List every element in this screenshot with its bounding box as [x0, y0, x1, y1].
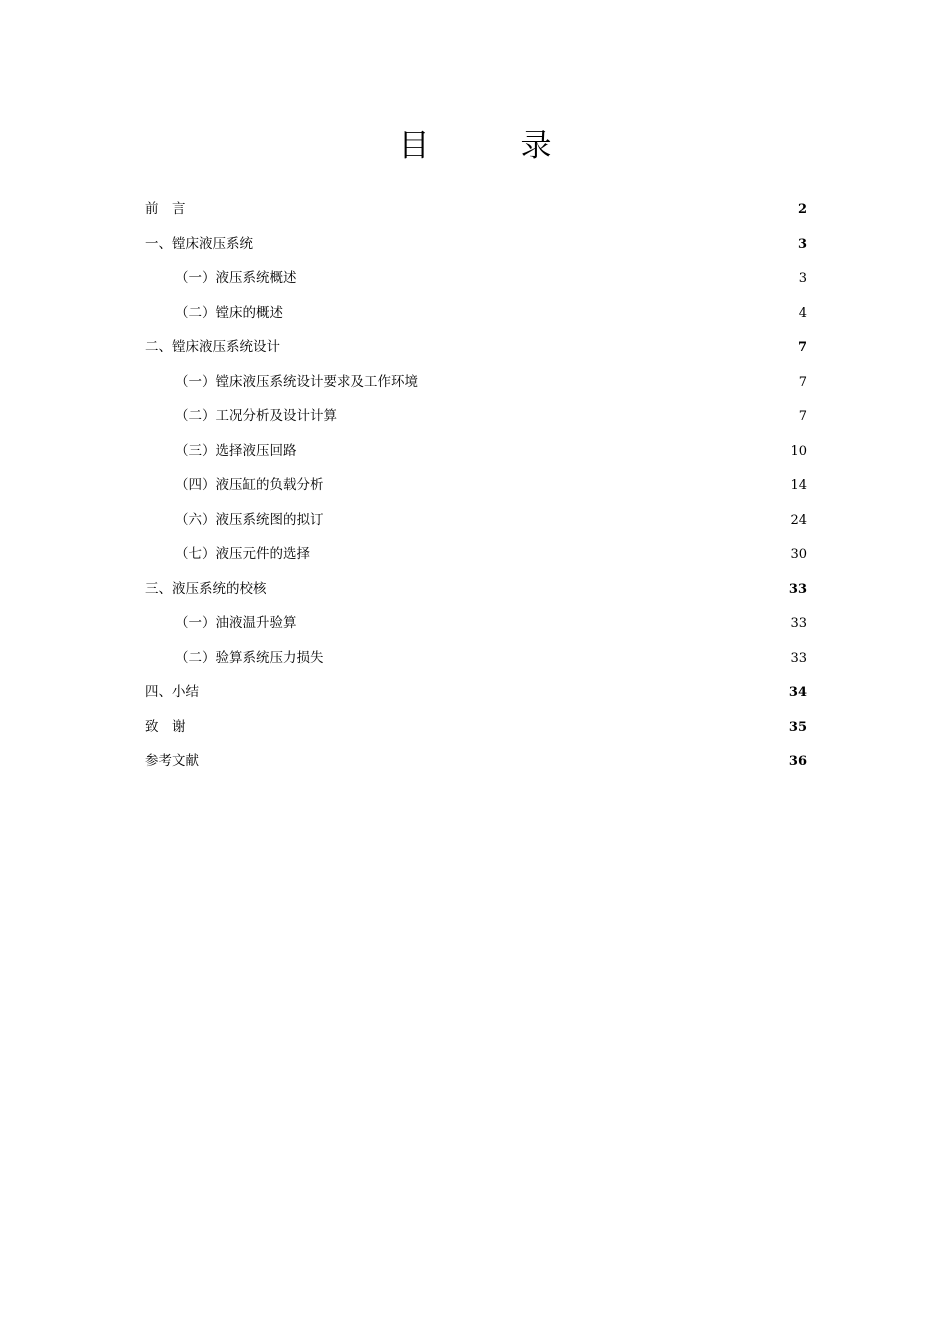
toc-page-number: 24 [790, 512, 807, 528]
dot-leader [325, 648, 790, 662]
toc-entry[interactable] [145, 365, 807, 400]
toc-entry-label: （二）验算系统压力损失 [175, 649, 324, 666]
toc-entry-label: （一）镗床液压系统设计要求及工作环境 [175, 373, 418, 390]
table-of-contents [145, 192, 807, 779]
toc-entry-label: （四）液压缸的负载分析 [175, 477, 324, 493]
toc-entry-label: （三）选择液压回路 [175, 442, 297, 459]
toc-entry-label: 一、镗床液压系统 [145, 235, 253, 252]
toc-entry-label: （六）液压系统图的拟订 [175, 511, 324, 528]
toc-entry[interactable] [145, 606, 807, 641]
toc-page-number: 14 [790, 478, 807, 493]
toc-entry[interactable] [145, 572, 807, 607]
toc-page-number: 33 [790, 650, 807, 666]
dot-leader [187, 717, 788, 731]
toc-entry[interactable] [145, 641, 807, 676]
toc-page-number: 7 [798, 409, 807, 424]
toc-page-number: 7 [798, 374, 807, 390]
toc-page-number: 2 [797, 202, 807, 217]
toc-title: 目 录 [398, 128, 582, 164]
toc-entry[interactable] [145, 261, 807, 296]
toc-entry[interactable] [145, 330, 807, 365]
toc-entry-label: 前 言 [145, 201, 186, 217]
toc-entry[interactable] [145, 434, 807, 469]
toc-entry-label: 三、液压系统的校核 [145, 580, 267, 597]
toc-page-number: 3 [797, 236, 807, 252]
toc-entry-label: 四、小结 [145, 684, 199, 700]
toc-page-number: 7 [797, 340, 807, 355]
dot-leader [187, 200, 797, 214]
dot-leader [298, 269, 798, 283]
dot-leader [200, 752, 788, 766]
toc-entry[interactable] [145, 399, 807, 434]
dot-leader [325, 476, 790, 490]
dot-leader [419, 372, 798, 386]
dot-leader [284, 303, 798, 317]
toc-entry-label: 参考文献 [145, 753, 199, 769]
toc-entry[interactable] [145, 468, 807, 503]
toc-page-number: 3 [798, 271, 807, 286]
toc-page-number: 35 [788, 719, 807, 735]
toc-page-number: 36 [788, 754, 807, 769]
toc-entry[interactable] [145, 296, 807, 331]
dot-leader [254, 234, 797, 248]
toc-entry[interactable] [145, 503, 807, 538]
toc-entry-label: （二）镗床的概述 [175, 304, 283, 321]
toc-page-number: 33 [788, 581, 807, 597]
toc-entry[interactable] [145, 537, 807, 572]
toc-entry[interactable] [145, 675, 807, 710]
dot-leader [298, 614, 790, 628]
toc-page-number: 33 [790, 616, 807, 631]
toc-page-number: 34 [788, 685, 807, 700]
toc-page-number: 30 [790, 547, 807, 562]
dot-leader [338, 407, 798, 421]
toc-entry-label: （七）液压元件的选择 [175, 546, 310, 562]
toc-entry-label: （二）工况分析及设计计算 [175, 408, 337, 424]
toc-entry[interactable] [145, 710, 807, 745]
toc-entry-label: （一）油液温升验算 [175, 615, 297, 631]
toc-entry[interactable] [145, 744, 807, 779]
toc-entry-label: 致 谢 [145, 718, 186, 735]
dot-leader [281, 338, 797, 352]
dot-leader [200, 683, 788, 697]
toc-entry-label: 二、镗床液压系统设计 [145, 339, 280, 355]
toc-entry[interactable] [145, 192, 807, 227]
dot-leader [311, 545, 789, 559]
dot-leader [268, 579, 788, 593]
dot-leader [325, 510, 790, 524]
toc-entry-label: （一）液压系统概述 [175, 270, 297, 286]
toc-page-number: 10 [790, 443, 807, 459]
toc-page-number: 4 [798, 305, 807, 321]
dot-leader [298, 441, 790, 455]
toc-entry[interactable] [145, 227, 807, 262]
